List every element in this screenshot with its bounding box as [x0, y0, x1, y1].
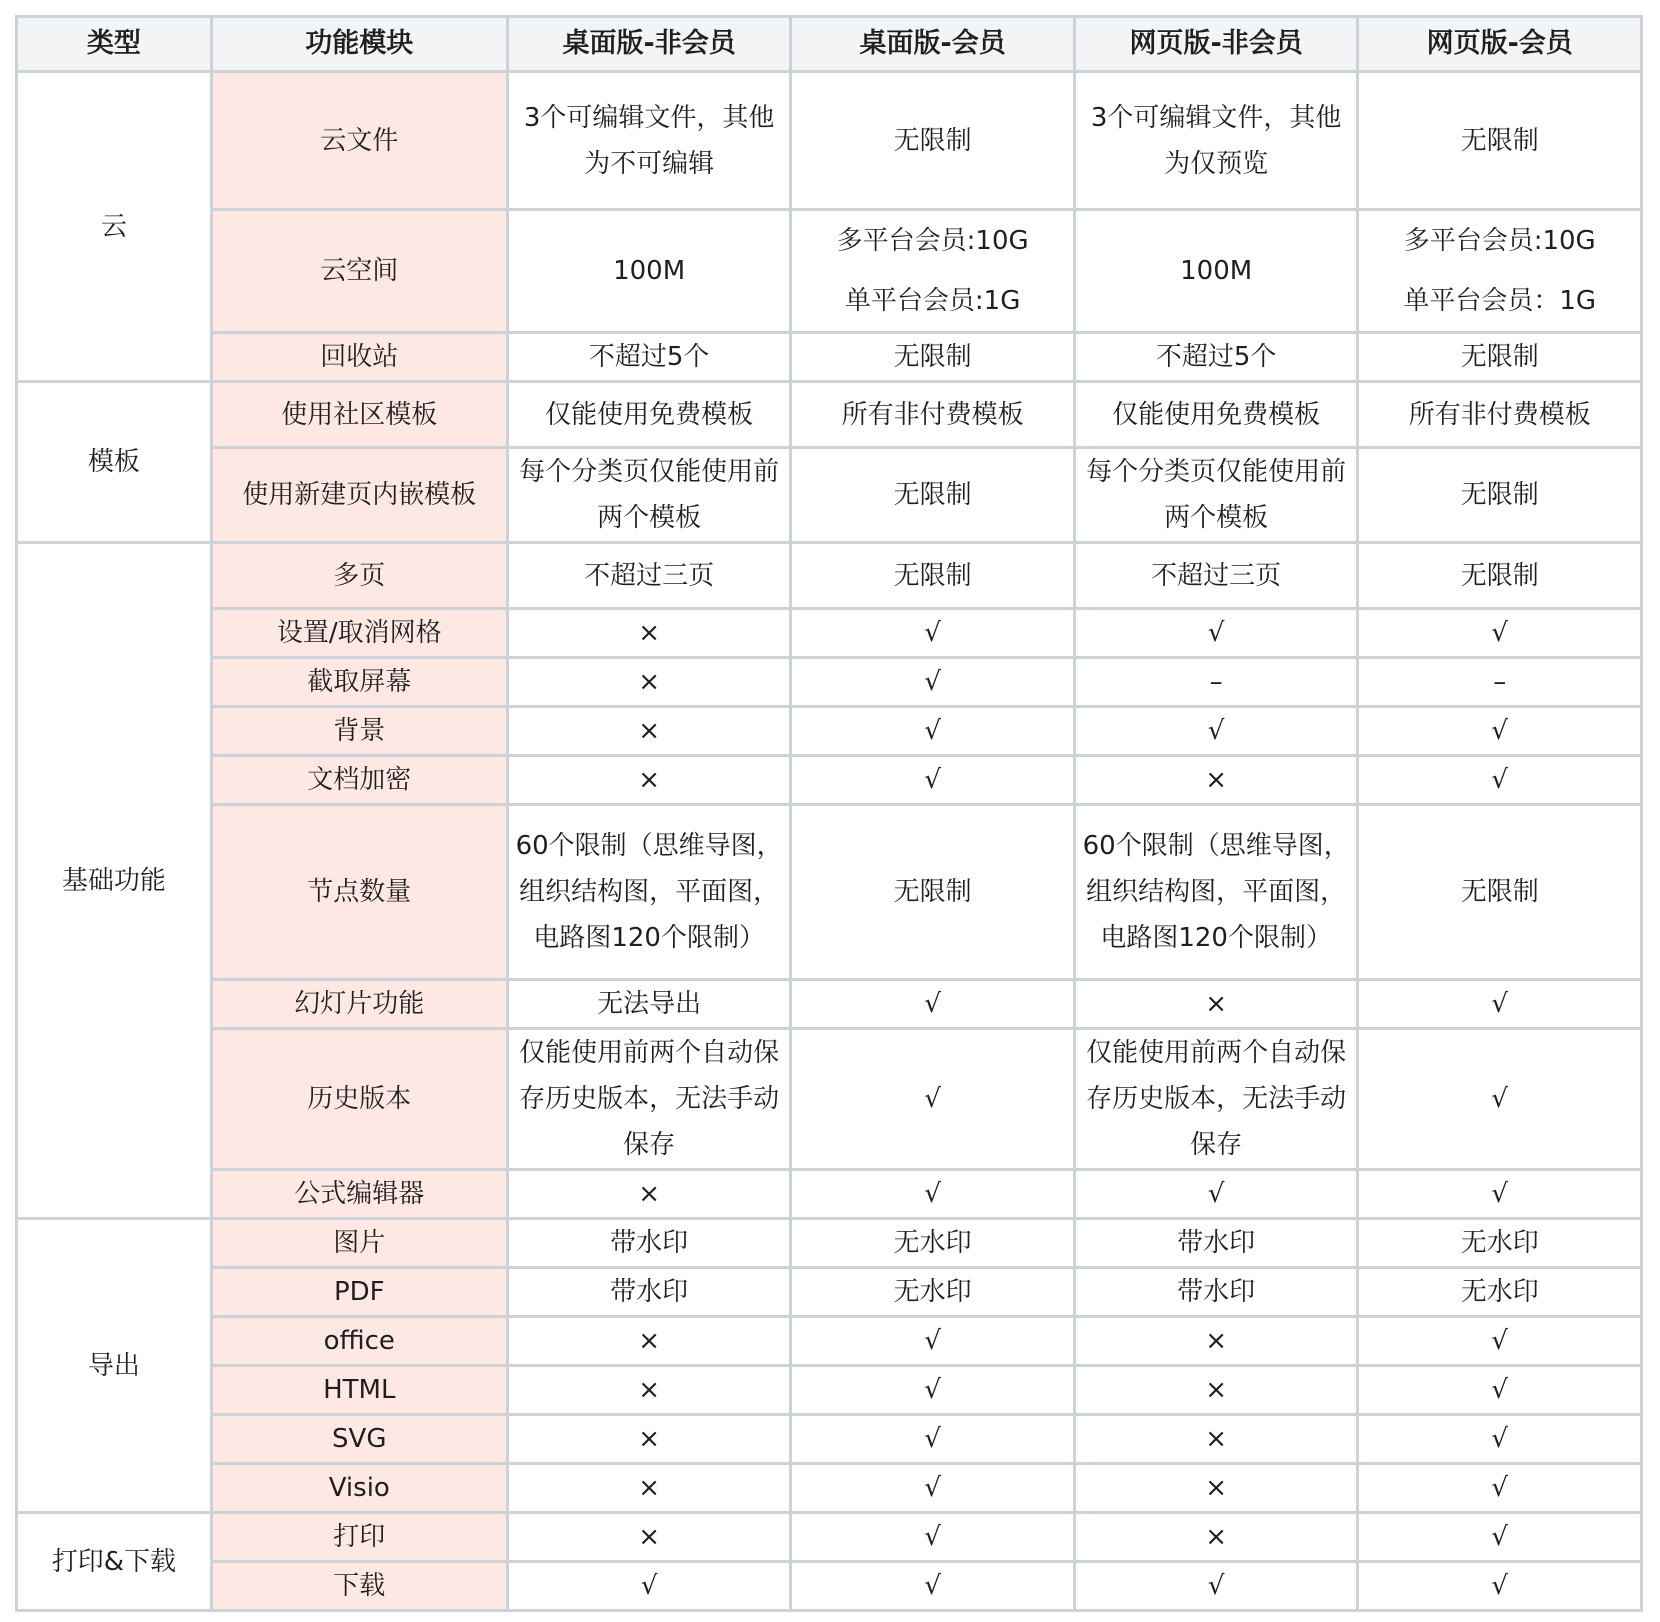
- value-cell: 带水印: [507, 1268, 791, 1317]
- value-cell: 仅能使用前两个自动保存历史版本，无法手动保存: [507, 1029, 791, 1170]
- value-cell: √: [1358, 1317, 1642, 1366]
- value-cell: ×: [507, 1513, 791, 1562]
- value-line: 单平台会员：1G: [1403, 286, 1597, 316]
- value-cell: 100M: [507, 210, 791, 333]
- table-row: [17, 805, 1642, 980]
- category-cell: 基础功能: [17, 543, 212, 1219]
- table-row: [17, 72, 1642, 210]
- feature-cell: 云空间: [211, 210, 507, 333]
- table-row: [17, 543, 1642, 609]
- value-cell: √: [791, 658, 1075, 707]
- value-cell: 3个可编辑文件，其他为仅预览: [1074, 72, 1358, 210]
- value-cell: √: [1074, 1170, 1358, 1219]
- value-cell: 无限制: [1358, 805, 1642, 980]
- table-header: [17, 17, 1642, 72]
- value-cell: 带水印: [1074, 1268, 1358, 1317]
- table-row: [17, 382, 1642, 448]
- value-cell: ×: [1074, 756, 1358, 805]
- feature-cell: 回收站: [211, 333, 507, 382]
- value-cell: 无水印: [791, 1268, 1075, 1317]
- feature-cell: office: [211, 1317, 507, 1366]
- value-cell: ×: [507, 1366, 791, 1415]
- value-cell: √: [791, 1366, 1075, 1415]
- value-cell: √: [1358, 609, 1642, 658]
- value-cell: ×: [507, 658, 791, 707]
- table-row: [17, 658, 1642, 707]
- table-row: [17, 1366, 1642, 1415]
- value-cell: 不超过三页: [1074, 543, 1358, 609]
- table-row: [17, 333, 1642, 382]
- value-cell: –: [1358, 658, 1642, 707]
- value-cell: ×: [1074, 980, 1358, 1029]
- category-cell: 模板: [17, 382, 212, 543]
- value-cell: 60个限制（思维导图，组织结构图，平面图，电路图120个限制）: [507, 805, 791, 980]
- table-row: [17, 1170, 1642, 1219]
- value-cell: √: [1074, 1562, 1358, 1611]
- value-cell: 无限制: [1358, 448, 1642, 543]
- feature-cell: PDF: [211, 1268, 507, 1317]
- feature-cell: 使用社区模板: [211, 382, 507, 448]
- value-line: 单平台会员:1G: [844, 286, 1021, 316]
- value-cell: √: [1074, 707, 1358, 756]
- value-cell: 60个限制（思维导图，组织结构图，平面图，电路图120个限制）: [1074, 805, 1358, 980]
- header-desktop-free: 桌面版-非会员: [507, 17, 791, 72]
- value-cell: 无限制: [791, 448, 1075, 543]
- feature-cell: 背景: [211, 707, 507, 756]
- value-cell: √: [791, 980, 1075, 1029]
- header-type: 类型: [17, 17, 212, 72]
- feature-cell: 历史版本: [211, 1029, 507, 1170]
- value-cell: ×: [1074, 1513, 1358, 1562]
- value-cell: ×: [1074, 1464, 1358, 1513]
- value-cell: √: [791, 609, 1075, 658]
- value-cell: 每个分类页仅能使用前两个模板: [507, 448, 791, 543]
- value-cell: 无限制: [791, 333, 1075, 382]
- value-cell: √: [791, 1464, 1075, 1513]
- table-row: [17, 707, 1642, 756]
- value-cell: –: [1074, 658, 1358, 707]
- table-row: [17, 1415, 1642, 1464]
- value-cell: 无限制: [1358, 333, 1642, 382]
- feature-cell: 幻灯片功能: [211, 980, 507, 1029]
- value-line: 多平台会员:10G: [836, 226, 1029, 256]
- value-cell: √: [791, 1317, 1075, 1366]
- value-cell: ×: [507, 1415, 791, 1464]
- value-cell: √: [1358, 707, 1642, 756]
- value-cell: 无水印: [791, 1219, 1075, 1268]
- value-cell: ×: [1074, 1317, 1358, 1366]
- header-desktop-member: 桌面版-会员: [791, 17, 1075, 72]
- value-cell: 不超过5个: [507, 333, 791, 382]
- feature-cell: SVG: [211, 1415, 507, 1464]
- header-feature: 功能模块: [211, 17, 507, 72]
- table-row: [17, 1317, 1642, 1366]
- value-cell: 无限制: [791, 805, 1075, 980]
- value-cell: √: [791, 1029, 1075, 1170]
- value-cell: ×: [1074, 1415, 1358, 1464]
- value-cell: 无水印: [1358, 1219, 1642, 1268]
- value-cell: 无水印: [1358, 1268, 1642, 1317]
- value-cell: √: [1358, 980, 1642, 1029]
- value-cell: ×: [507, 609, 791, 658]
- table-row: [17, 1513, 1642, 1562]
- value-cell: 无限制: [791, 543, 1075, 609]
- table-row: [17, 1268, 1642, 1317]
- value-cell: 无限制: [1358, 543, 1642, 609]
- table-row: [17, 1219, 1642, 1268]
- value-cell: 每个分类页仅能使用前两个模板: [1074, 448, 1358, 543]
- value-cell: ×: [507, 1317, 791, 1366]
- value-cell: ×: [507, 1170, 791, 1219]
- value-cell: ×: [1074, 1366, 1358, 1415]
- value-cell: 3个可编辑文件，其他为不可编辑: [507, 72, 791, 210]
- feature-cell: Visio: [211, 1464, 507, 1513]
- table-row: [17, 756, 1642, 805]
- value-cell: √: [1074, 609, 1358, 658]
- value-cell: 无法导出: [507, 980, 791, 1029]
- value-cell: √: [791, 1513, 1075, 1562]
- value-cell: 无限制: [1358, 72, 1642, 210]
- value-cell: √: [1358, 1366, 1642, 1415]
- table-row: [17, 1562, 1642, 1611]
- value-cell: √: [507, 1562, 791, 1611]
- value-line: 多平台会员:10G: [1403, 226, 1596, 256]
- value-cell: √: [1358, 1170, 1642, 1219]
- feature-cell: 截取屏幕: [211, 658, 507, 707]
- feature-cell: 图片: [211, 1219, 507, 1268]
- value-cell: 带水印: [507, 1219, 791, 1268]
- feature-cell: 公式编辑器: [211, 1170, 507, 1219]
- header-row: [17, 17, 1642, 72]
- category-cell: 打印&下载: [17, 1513, 212, 1611]
- value-cell: √: [791, 1170, 1075, 1219]
- value-cell: √: [1358, 1464, 1642, 1513]
- header-web-free: 网页版-非会员: [1074, 17, 1358, 72]
- category-cell: 导出: [17, 1219, 212, 1513]
- feature-cell: 下载: [211, 1562, 507, 1611]
- value-cell: √: [791, 756, 1075, 805]
- value-cell: ×: [507, 707, 791, 756]
- value-cell: 100M: [1074, 210, 1358, 333]
- value-cell: √: [1358, 1415, 1642, 1464]
- table-row: [17, 980, 1642, 1029]
- value-cell: √: [791, 1562, 1075, 1611]
- table-row: [17, 1029, 1642, 1170]
- value-cell: √: [1358, 756, 1642, 805]
- value-cell-multiline: [1358, 210, 1642, 333]
- value-cell: 仅能使用免费模板: [507, 382, 791, 448]
- value-cell: √: [1358, 1562, 1642, 1611]
- value-cell: 仅能使用免费模板: [1074, 382, 1358, 448]
- value-cell: ×: [507, 1464, 791, 1513]
- table-row: [17, 210, 1642, 333]
- feature-cell: HTML: [211, 1366, 507, 1415]
- value-cell: 不超过三页: [507, 543, 791, 609]
- feature-cell: 文档加密: [211, 756, 507, 805]
- value-cell: 所有非付费模板: [791, 382, 1075, 448]
- table-row: [17, 448, 1642, 543]
- value-cell: 不超过5个: [1074, 333, 1358, 382]
- feature-cell: 多页: [211, 543, 507, 609]
- value-cell: 所有非付费模板: [1358, 382, 1642, 448]
- value-cell: 仅能使用前两个自动保存历史版本，无法手动保存: [1074, 1029, 1358, 1170]
- feature-cell: 设置/取消网格: [211, 609, 507, 658]
- value-cell: √: [791, 707, 1075, 756]
- value-cell-multiline: [791, 210, 1075, 333]
- value-cell: √: [1358, 1029, 1642, 1170]
- header-web-member: 网页版-会员: [1358, 17, 1642, 72]
- feature-cell: 节点数量: [211, 805, 507, 980]
- table-row: [17, 609, 1642, 658]
- feature-cell: 云文件: [211, 72, 507, 210]
- table-body: [17, 72, 1642, 1611]
- feature-cell: 使用新建页内嵌模板: [211, 448, 507, 543]
- feature-cell: 打印: [211, 1513, 507, 1562]
- value-cell: √: [1358, 1513, 1642, 1562]
- value-cell: √: [791, 1415, 1075, 1464]
- table-row: [17, 1464, 1642, 1513]
- feature-comparison-table: [15, 15, 1643, 1612]
- value-cell: 带水印: [1074, 1219, 1358, 1268]
- value-cell: 无限制: [791, 72, 1075, 210]
- category-cell: 云: [17, 72, 212, 382]
- value-cell: ×: [507, 756, 791, 805]
